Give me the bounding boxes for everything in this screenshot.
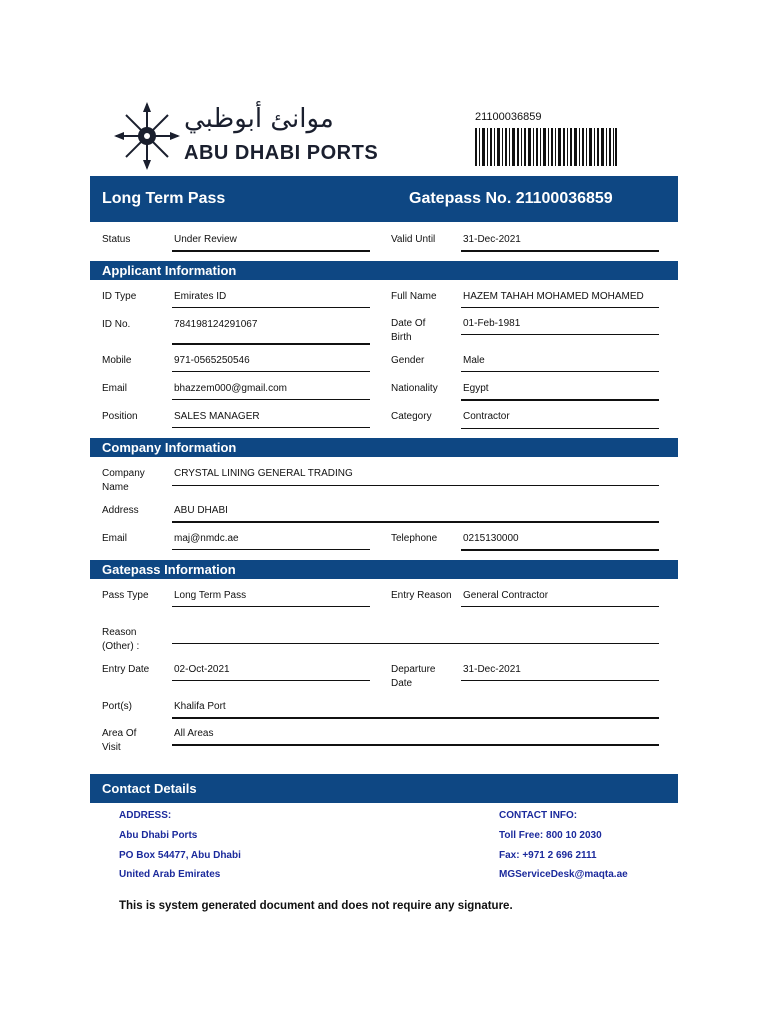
dob-label: Date Of Birth xyxy=(391,318,426,343)
divider xyxy=(172,643,659,644)
compass-star-icon xyxy=(114,100,180,172)
gender-label: Gender xyxy=(391,355,425,366)
divider xyxy=(172,717,659,719)
divider xyxy=(461,606,659,607)
entry-reason-value: General Contractor xyxy=(463,590,549,601)
system-generated-note: This is system generated document and does not require any signature. xyxy=(119,900,513,912)
divider xyxy=(172,427,370,428)
gatepass-number-title: Gatepass No. 21100036859 xyxy=(409,190,613,207)
abu-dhabi-ports-logo xyxy=(114,100,384,172)
section-title: Company Information xyxy=(102,440,237,455)
divider xyxy=(461,371,659,372)
divider xyxy=(172,371,370,372)
gender-value: Male xyxy=(463,355,485,366)
dob-value: 01-Feb-1981 xyxy=(463,318,521,329)
company-email-label: Email xyxy=(102,533,128,544)
address-line: Abu Dhabi Ports xyxy=(119,830,198,841)
company-email-value: maj@nmdc.ae xyxy=(174,533,239,544)
divider xyxy=(461,428,659,429)
company-name-value: CRYSTAL LINING GENERAL TRADING xyxy=(174,468,353,479)
divider xyxy=(461,680,659,681)
divider xyxy=(172,606,370,607)
section-title: Applicant Information xyxy=(102,263,237,278)
divider xyxy=(172,549,370,550)
id-no-label: ID No. xyxy=(102,319,131,330)
contact-info-heading: CONTACT INFO: xyxy=(499,810,578,821)
valid-until-value: 31-Dec-2021 xyxy=(463,234,521,245)
divider xyxy=(461,399,659,401)
divider xyxy=(172,343,370,345)
departure-date-label: Departure Date xyxy=(391,664,436,689)
reason-other-label: Reason (Other) : xyxy=(102,627,140,652)
nationality-label: Nationality xyxy=(391,383,438,394)
address-line: United Arab Emirates xyxy=(119,869,221,880)
nationality-value: Egypt xyxy=(463,383,489,394)
divider xyxy=(461,250,659,252)
ports-label: Port(s) xyxy=(102,701,132,712)
telephone-value: 0215130000 xyxy=(463,533,519,544)
contact-section-header xyxy=(90,774,678,803)
position-value: SALES MANAGER xyxy=(174,411,260,422)
entry-date-label: Entry Date xyxy=(102,664,150,675)
logo-arabic-text: موانئ أبوظبي xyxy=(184,104,334,134)
fax-number: Fax: +971 2 696 2111 xyxy=(499,850,597,861)
category-value: Contractor xyxy=(463,411,510,422)
barcode-icon xyxy=(475,128,617,166)
mobile-value: 971-0565250546 xyxy=(174,355,250,366)
id-type-value: Emirates ID xyxy=(174,291,227,302)
divider xyxy=(172,399,370,400)
divider xyxy=(461,307,659,308)
service-desk-email: MGServiceDesk@maqta.ae xyxy=(499,869,628,880)
full-name-label: Full Name xyxy=(391,291,437,302)
company-name-label: Company Name xyxy=(102,468,145,493)
company-section-header xyxy=(90,438,678,457)
pass-type-value: Long Term Pass xyxy=(174,590,247,601)
toll-free-number: Toll Free: 800 10 2030 xyxy=(499,830,602,841)
pass-title-bar xyxy=(90,176,678,222)
address-label: Address xyxy=(102,505,139,516)
divider xyxy=(172,680,370,681)
category-label: Category xyxy=(391,411,432,422)
ports-value: Khalifa Port xyxy=(174,701,226,712)
position-label: Position xyxy=(102,411,138,422)
mobile-label: Mobile xyxy=(102,355,132,366)
entry-date-value: 02-Oct-2021 xyxy=(174,664,230,675)
id-type-label: ID Type xyxy=(102,291,137,302)
address-line: PO Box 54477, Abu Dhabi xyxy=(119,850,241,861)
applicant-email-value: bhazzem000@gmail.com xyxy=(174,383,287,394)
divider xyxy=(172,521,659,523)
status-label: Status xyxy=(102,234,131,245)
valid-until-label: Valid Until xyxy=(391,234,436,245)
barcode-number: 21100036859 xyxy=(475,111,542,123)
id-no-value: 784198124291067 xyxy=(174,319,258,330)
section-title: Gatepass Information xyxy=(102,562,236,577)
telephone-label: Telephone xyxy=(391,533,438,544)
address-value: ABU DHABI xyxy=(174,505,228,516)
divider xyxy=(172,250,370,252)
section-title: Contact Details xyxy=(102,781,197,796)
pass-type-label: Pass Type xyxy=(102,590,149,601)
entry-reason-label: Entry Reason xyxy=(391,590,452,601)
divider xyxy=(461,334,659,335)
area-of-visit-label: Area Of Visit xyxy=(102,728,137,753)
address-heading: ADDRESS: xyxy=(119,810,172,821)
pass-type-title: Long Term Pass xyxy=(102,190,226,207)
status-value: Under Review xyxy=(174,234,237,245)
gatepass-section-header xyxy=(90,560,678,579)
logo-latin-text: ABU DHABI PORTS xyxy=(184,142,379,164)
divider xyxy=(461,549,659,551)
email-label: Email xyxy=(102,383,128,394)
full-name-value: HAZEM TAHAH MOHAMED MOHAMED xyxy=(463,291,644,302)
departure-date-value: 31-Dec-2021 xyxy=(463,664,521,675)
divider xyxy=(172,307,370,308)
divider xyxy=(172,485,659,486)
divider xyxy=(172,744,659,746)
applicant-section-header xyxy=(90,261,678,280)
area-of-visit-value: All Areas xyxy=(174,728,214,739)
